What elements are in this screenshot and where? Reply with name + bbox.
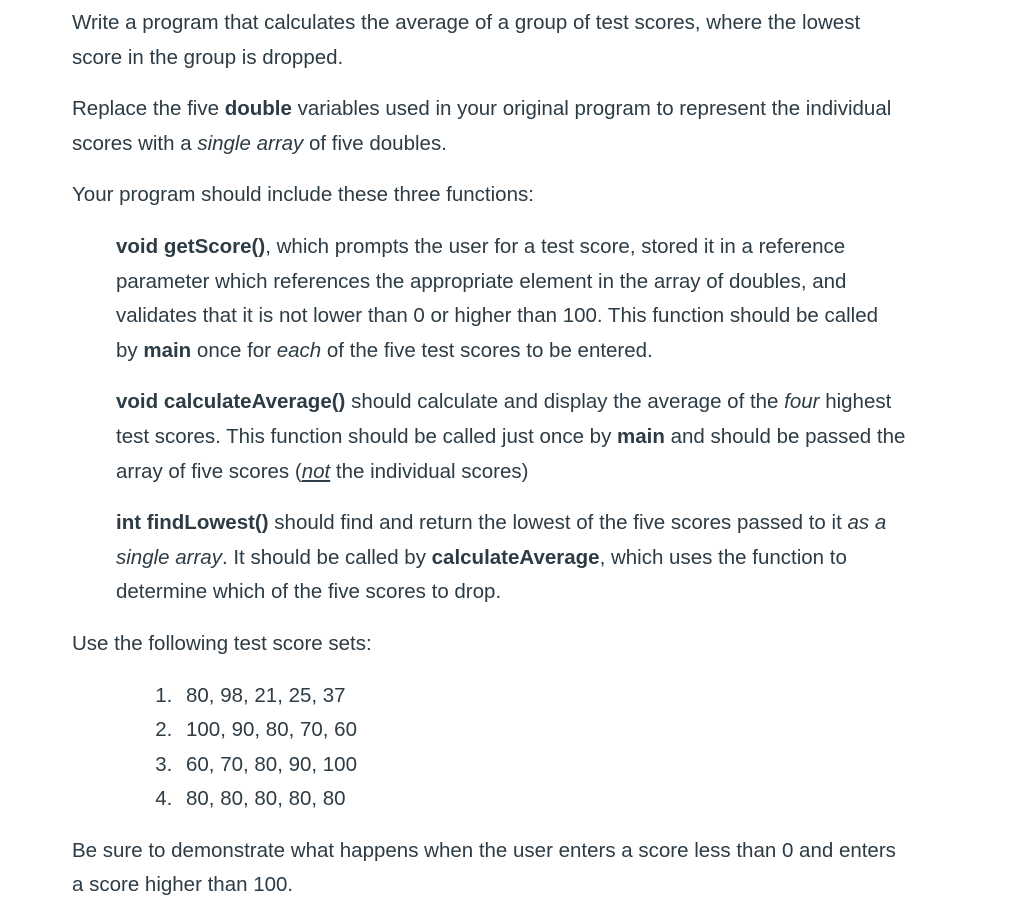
list-item: 1. 80, 98, 21, 25, 37 — [178, 679, 1024, 714]
function-findlowest — [116, 506, 1024, 610]
function-name: int findLowest() — [116, 511, 269, 535]
text: by — [116, 338, 144, 362]
text: , which prompts the user for a test score, stored it in a reference — [265, 234, 846, 258]
text-italic-underline: not — [301, 459, 331, 483]
function-name: void getScore() — [116, 234, 266, 258]
text: should find and return the lowest of the five scores passed to it — [268, 511, 848, 535]
text: a score higher than 100. — [72, 873, 294, 897]
text: and should be passed the — [664, 424, 906, 448]
text-italic: single array — [197, 131, 304, 155]
text: array of five scores ( — [116, 459, 302, 483]
text: highest — [819, 390, 892, 414]
list-item: 4. 80, 80, 80, 80, 80 — [178, 782, 1024, 817]
text: test scores. This function should be called just once by — [116, 424, 618, 448]
text: determine which of the five scores to drop. — [116, 580, 502, 604]
text-italic: single array — [116, 545, 222, 569]
list-item: 2. 100, 90, 80, 70, 60 — [178, 713, 1024, 748]
text: , which uses the function to — [599, 545, 847, 569]
text: . It should be called by — [221, 545, 432, 569]
text: Be sure to demonstrate what happens when the user enters a score less than 0 and enters — [72, 838, 896, 862]
text-bold: calculateAverage — [431, 545, 600, 569]
function-getscore — [116, 230, 1024, 368]
text-italic: each — [276, 338, 322, 362]
text: scores with a — [72, 131, 198, 155]
text-italic: as a — [847, 511, 887, 535]
test-sets-intro: Use the following test score sets: — [72, 631, 372, 655]
text: of five doubles. — [303, 131, 447, 155]
text: score in the group is dropped. — [72, 45, 344, 69]
functions-intro: Your program should include these three functions: — [72, 183, 534, 207]
text-bold: main — [617, 424, 665, 448]
text: the individual scores) — [330, 459, 529, 483]
text: should calculate and display the average of the — [345, 390, 785, 414]
text-bold: double — [224, 97, 292, 121]
text: Replace the five — [72, 97, 225, 121]
text: validates that it is not lower than 0 or higher than 100. This function should be called — [116, 304, 879, 328]
text-italic: four — [784, 390, 820, 414]
text: once for — [191, 338, 277, 362]
function-name: void calculateAverage() — [116, 390, 346, 414]
replace-paragraph — [72, 92, 1024, 161]
intro-paragraph — [72, 6, 1024, 75]
text: variables used in your original program to represent the individual — [291, 97, 892, 121]
function-calculateaverage — [116, 385, 1024, 489]
text: of the five test scores to be entered. — [321, 338, 653, 362]
demonstrate-paragraph — [72, 834, 1024, 903]
test-score-sets-list — [72, 679, 1024, 817]
text: Write a program that calculates the average of a group of test scores, where the lowest — [72, 11, 861, 34]
list-item: 3. 60, 70, 80, 90, 100 — [178, 748, 1024, 783]
text-bold: main — [143, 338, 192, 362]
text: parameter which references the appropriate element in the array of doubles, and — [116, 269, 847, 293]
